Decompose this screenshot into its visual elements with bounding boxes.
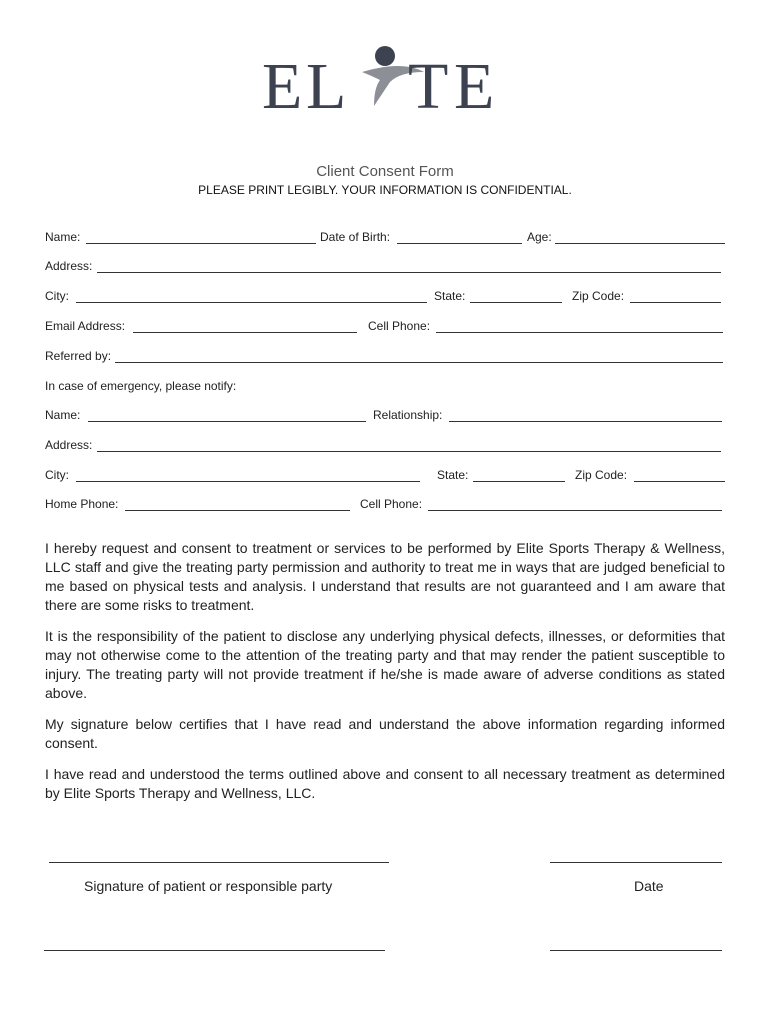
em-state-label: State: bbox=[437, 468, 469, 482]
em-relationship-label: Relationship: bbox=[373, 408, 443, 422]
cell-label: Cell Phone: bbox=[368, 319, 431, 333]
date-line[interactable] bbox=[550, 862, 722, 863]
row-em-name bbox=[45, 408, 725, 424]
second-date-line[interactable] bbox=[550, 950, 722, 951]
svg-text:E: E bbox=[454, 50, 495, 114]
em-city-label: City: bbox=[45, 468, 69, 482]
em-name-field[interactable] bbox=[88, 421, 366, 422]
em-home-phone-field[interactable] bbox=[125, 510, 350, 511]
dob-field[interactable] bbox=[397, 243, 522, 244]
certification-paragraph: My signature below certifies that I have read and understand the above information regarding informed consent. bbox=[45, 716, 725, 751]
form-subtitle: PLEASE PRINT LEGIBLY. YOUR INFORMATION IS CONFIDENTIAL. bbox=[198, 183, 572, 197]
age-field[interactable] bbox=[555, 243, 725, 244]
state-label: State: bbox=[434, 289, 466, 303]
responsibility-paragraph: It is the responsibility of the patient to disclose any underlying physical defects, illnesses, or deformities that may not otherwise come to the attention of the treating party and that may render the patient susceptible to injury. The treating party will not provide treatment if he/she is made aware of adverse conditions as stated above. bbox=[45, 628, 725, 701]
em-city-field[interactable] bbox=[76, 481, 420, 482]
em-state-field[interactable] bbox=[473, 481, 565, 482]
referred-field[interactable] bbox=[115, 362, 723, 363]
dob-label: Date of Birth: bbox=[320, 230, 391, 244]
row-email bbox=[45, 319, 725, 335]
em-address-field[interactable] bbox=[97, 451, 721, 452]
row-em-city bbox=[45, 468, 725, 484]
svg-text:L: L bbox=[306, 50, 347, 114]
row-em-address bbox=[45, 438, 725, 454]
consent-paragraph: I hereby request and consent to treatment or services to be performed by Elite Sports Therapy & Wellness, LLC staff and give the treating party permission and authority to treat me in ways that are judged beneficial to me based on physical tests and analysis. I understand that results are not guaranteed and I am aware that there are some risks to treatment. bbox=[45, 540, 725, 613]
em-home-phone-label: Home Phone: bbox=[45, 497, 119, 511]
zip-field[interactable] bbox=[630, 302, 721, 303]
second-signature-line[interactable] bbox=[44, 950, 385, 951]
em-zip-label: Zip Code: bbox=[575, 468, 628, 482]
row-referred bbox=[45, 349, 725, 365]
em-name-label: Name: bbox=[45, 408, 81, 422]
svg-text:E: E bbox=[262, 50, 303, 114]
email-label: Email Address: bbox=[45, 319, 126, 333]
patient-signature-line[interactable] bbox=[49, 862, 389, 863]
emergency-heading: In case of emergency, please notify: bbox=[45, 379, 237, 393]
row-em-phone bbox=[45, 497, 725, 513]
svg-text:T: T bbox=[408, 50, 449, 114]
form-title: Client Consent Form bbox=[316, 163, 454, 180]
em-cell-label: Cell Phone: bbox=[360, 497, 423, 511]
email-field[interactable] bbox=[133, 332, 357, 333]
elite-logo bbox=[262, 42, 507, 114]
address-field[interactable] bbox=[97, 272, 721, 273]
cell-field[interactable] bbox=[436, 332, 723, 333]
row-address bbox=[45, 259, 725, 275]
zip-label: Zip Code: bbox=[572, 289, 625, 303]
referred-label: Referred by: bbox=[45, 349, 112, 363]
city-field[interactable] bbox=[76, 302, 427, 303]
age-label: Age: bbox=[527, 230, 552, 244]
address-label: Address: bbox=[45, 259, 93, 273]
em-address-label: Address: bbox=[45, 438, 93, 452]
patient-signature-label: Signature of patient or responsible party bbox=[84, 878, 333, 894]
row-emergency-heading bbox=[45, 379, 725, 395]
row-name bbox=[45, 230, 725, 246]
row-city bbox=[45, 289, 725, 305]
city-label: City: bbox=[45, 289, 69, 303]
em-zip-field[interactable] bbox=[634, 481, 725, 482]
date-label: Date bbox=[634, 878, 664, 894]
em-relationship-field[interactable] bbox=[449, 421, 722, 422]
em-cell-field[interactable] bbox=[428, 510, 722, 511]
name-label: Name: bbox=[45, 230, 81, 244]
agreement-paragraph: I have read and understood the terms outlined above and consent to all necessary treatment as determined by Elite Sports Therapy and Wellness, LLC. bbox=[45, 766, 725, 801]
state-field[interactable] bbox=[470, 302, 562, 303]
name-field[interactable] bbox=[86, 243, 316, 244]
